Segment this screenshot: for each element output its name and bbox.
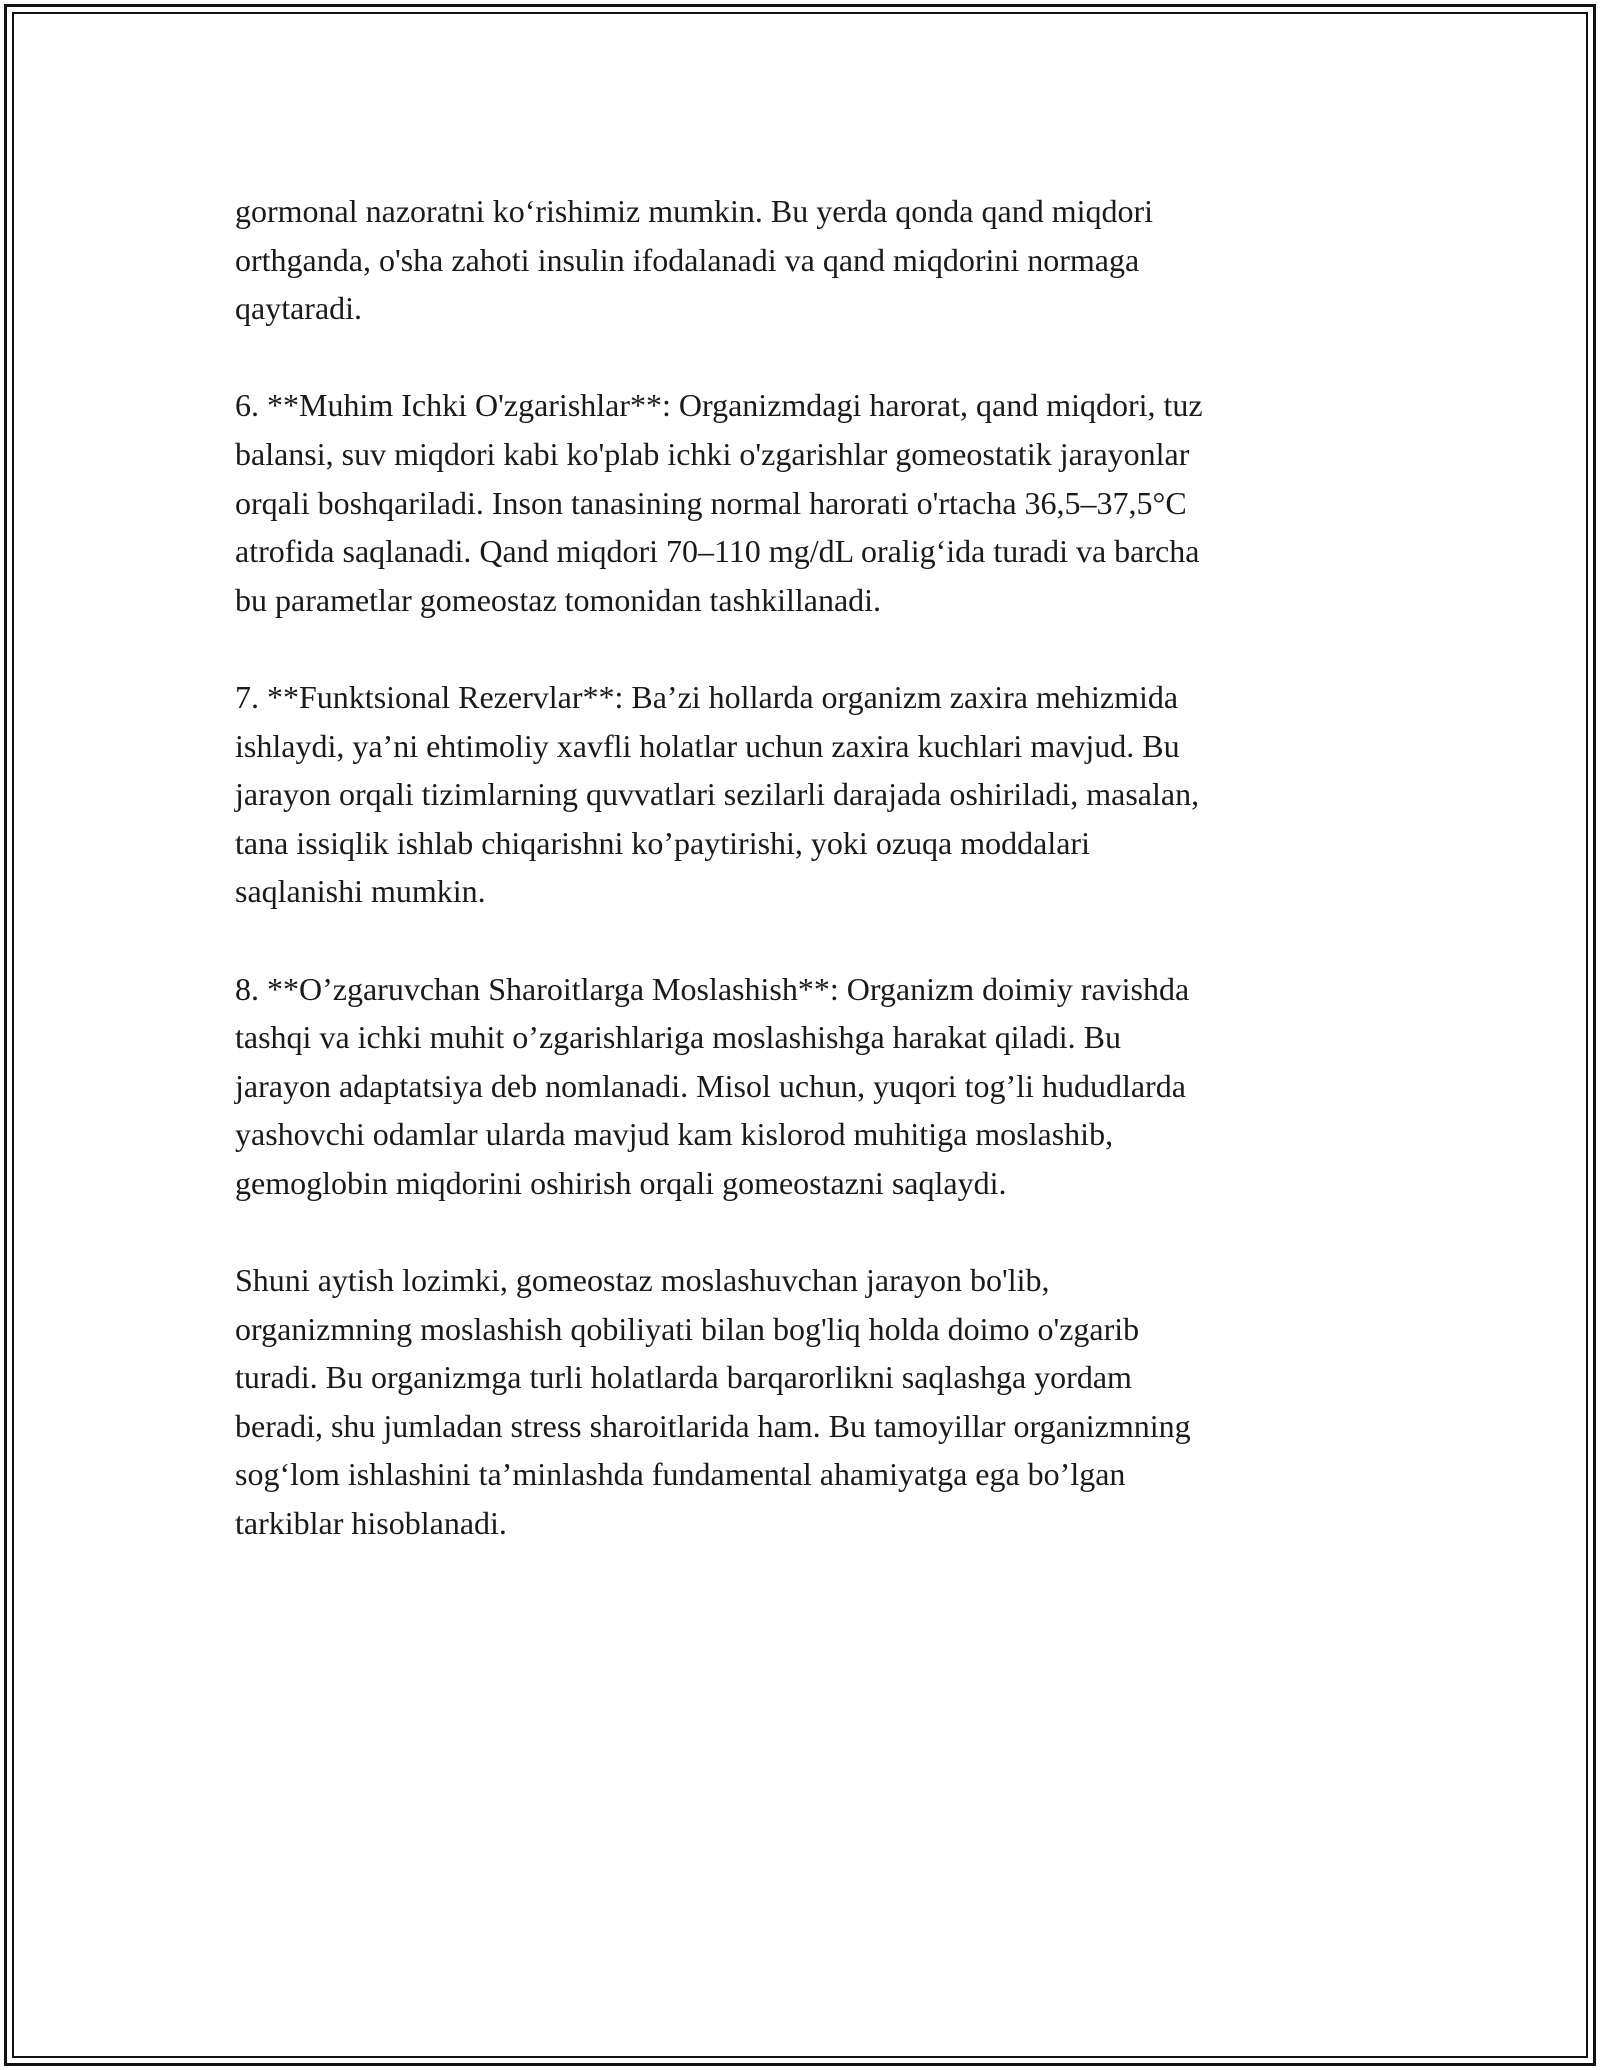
paragraph-item-8: 8. **O’zgaruvchan Sharoitlarga Moslashish**: Organizm doimiy ravishda tashqi va ichki muhit o’zgarishlariga moslashishga harakat qiladi. Bu jarayon adaptatsiya deb nomlanadi. Misol uchun, yuqori tog’li hududlarda yashovchi odamlar ularda mavjud kam kislorod muhitiga moslashib, gemoglobin miqdorini oshirish orqali gomeostazni saqlaydi.: [235, 970, 1190, 1201]
paragraph-item-7: 7. **Funktsional Rezervlar**: Ba’zi hollarda organizm zaxira mehizmida ishlaydi, ya’ni ehtimoliy xavfli holatlar uchun zaxira kuchlari mavjud. Bu jarayon orqali tizimlarning quvvatlari sezilarli darajada oshiriladi, masalan, tana issiqlik ishlab chiqarishni ko’paytirishi, yoki ozuqa moddalari saqlanishi mumkin.: [235, 678, 1200, 910]
paragraph-hormonal-control: gormonal nazoratni ko‘rishimiz mumkin. Bu yerda qonda qand miqdori orthganda, o'sha zahoti insulin ifodalanadi va qand miqdorini normaga qaytaradi.: [235, 193, 1154, 327]
paragraph-conclusion: Shuni aytish lozimki, gomeostaz moslashuvchan jarayon bo'lib, organizmning moslashish qobiliyati bilan bog'liq holda doimo o'zgarib turadi. Bu organizmga turli holatlarda barqarorlikni saqlashga yordam beradi, shu jumladan stress sharoitlarida ham. Bu tamoyillar organizmning sog‘lom ishlashini ta’minlashda fundamental ahamiyatga ega bo’lgan tarkiblar hisoblanadi.: [235, 1262, 1191, 1542]
document-body: [235, 187, 1375, 1548]
paragraph-item-6: 6. **Muhim Ichki O'zgarishlar**: Organizmdagi harorat, qand miqdori, tuz balansi, suv miqdori kabi ko'plab ichki o'zgarishlar gomeostatik jarayonlar orqali boshqariladi. Inson tanasining normal harorati o'rtacha 36,5–37,5°C atrofida saqlanadi. Qand miqdori 70–110 mg/dL oralig‘ida turadi va barcha bu parametlar gomeostaz tomonidan tashkillanadi.: [235, 387, 1203, 618]
